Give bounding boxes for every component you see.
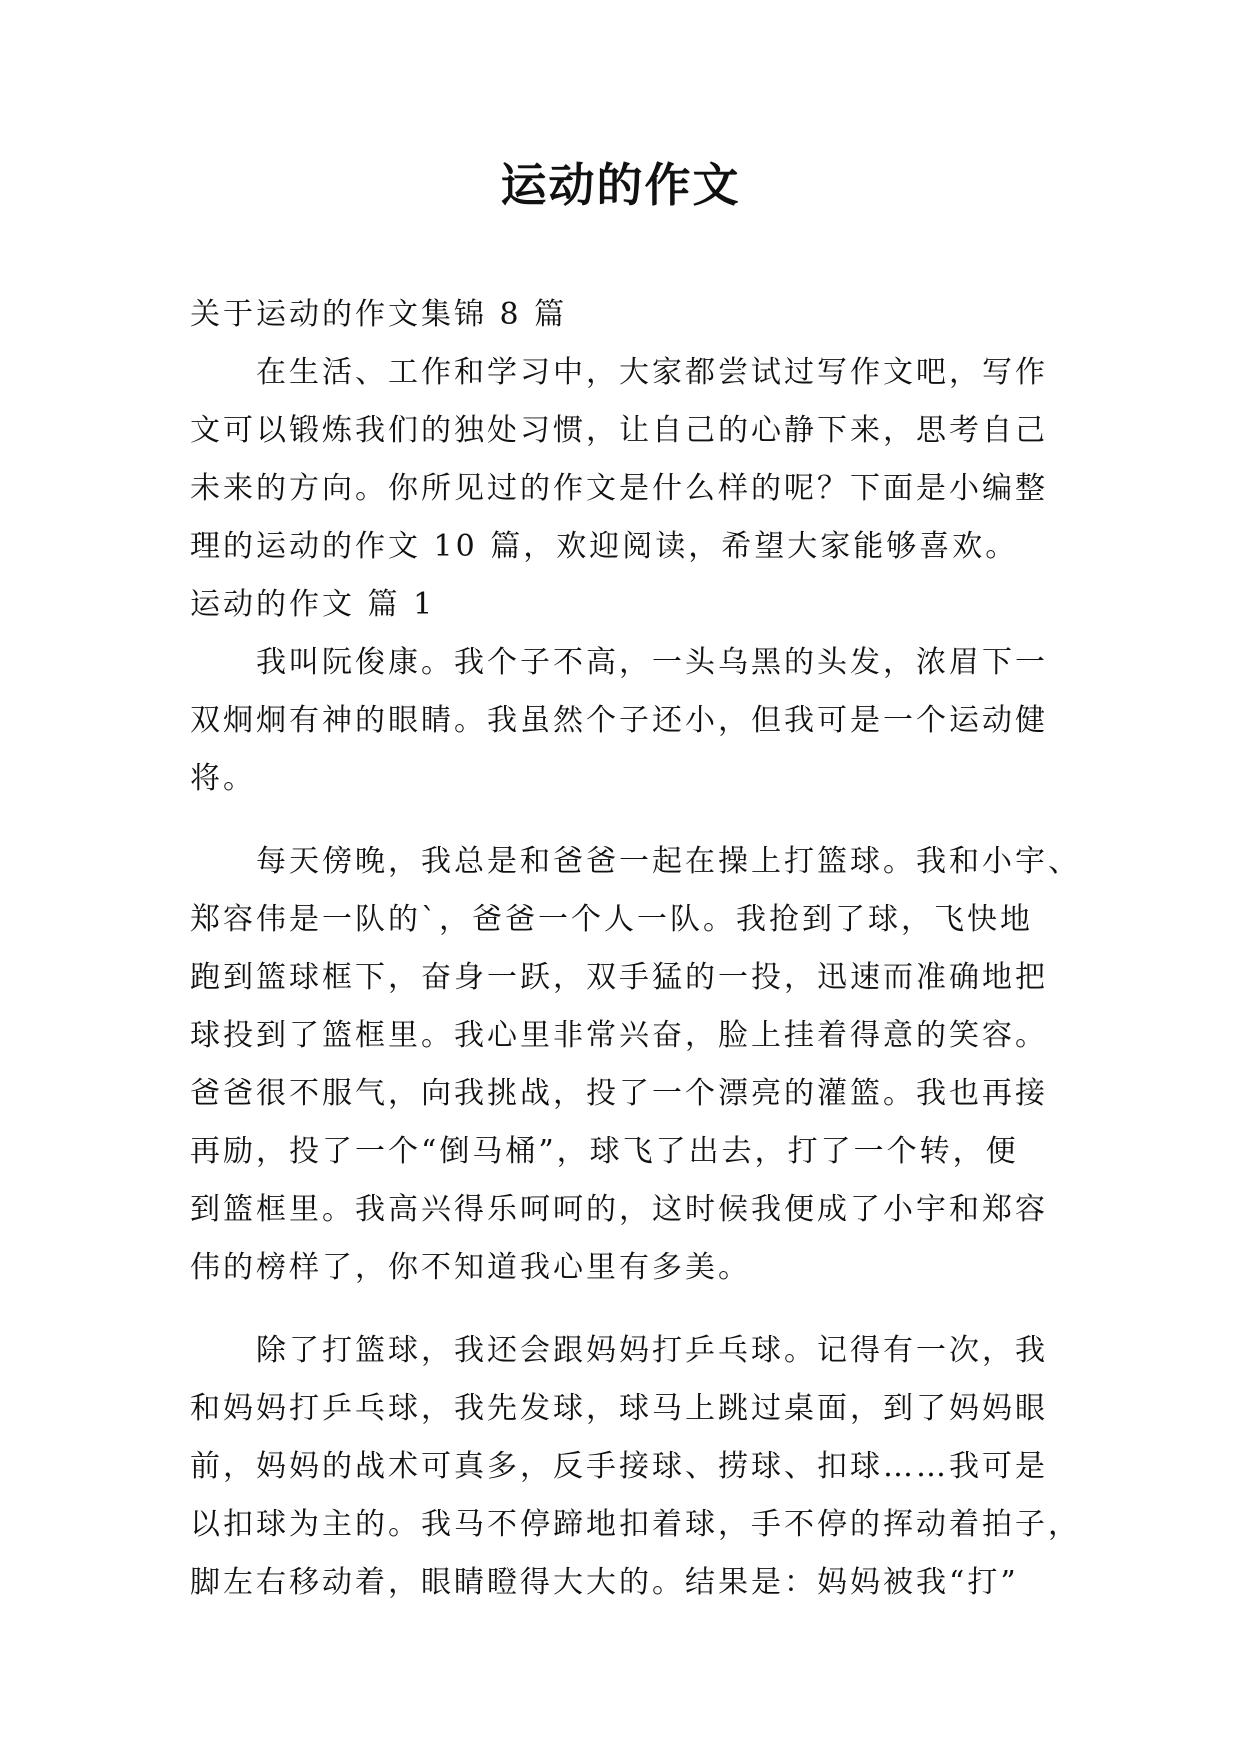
paragraph-line: 球投到了篮框里。我心里非常兴奋，脸上挂着得意的笑容。 <box>190 1018 1048 1053</box>
paragraph-2 <box>190 833 1081 1297</box>
document-subtitle: 关于运动的作文集锦 8 篇 <box>190 297 568 332</box>
paragraph-line: 到篮框里。我高兴得乐呵呵的，这时候我便成了小宇和郑容 <box>190 1192 1048 1227</box>
paragraph-line: 和妈妈打乒乓球，我先发球，球马上跳过桌面，到了妈妈眼 <box>190 1391 1048 1426</box>
paragraph-spacer <box>190 808 1055 833</box>
paragraph-line: 我叫阮俊康。我个子不高，一头乌黑的头发，浓眉下一 <box>256 645 1048 680</box>
paragraph-line: 将。 <box>190 761 256 796</box>
paragraph-line: 再励，投了一个“倒马桶”，球飞了出去，打了一个转，便 <box>190 1134 1019 1169</box>
paragraph-line: 以扣球为主的。我马不停蹄地扣着球，手不停的挥动着拍子， <box>190 1507 1081 1542</box>
paragraph-1 <box>190 634 1055 808</box>
intro-line: 文可以锻炼我们的独处习惯，让自己的心静下来，思考自己 <box>190 413 1048 448</box>
paragraph-spacer <box>190 1297 1055 1322</box>
paragraph-line: 郑容伟是一队的`，爸爸一个人一队。我抢到了球，飞快地 <box>190 902 1033 937</box>
intro-line: 在生活、工作和学习中，大家都尝试过写作文吧，写作 <box>256 355 1048 390</box>
paragraph-line: 前，妈妈的战术可真多，反手接球、捞球、扣球……我可是 <box>190 1449 1048 1484</box>
paragraph-line: 爸爸很不服气，向我挑战，投了一个漂亮的灌篮。我也再接 <box>190 1076 1048 1111</box>
document-body <box>190 286 1081 1612</box>
paragraph-line: 每天傍晚，我总是和爸爸一起在操上打篮球。我和小宇、 <box>256 844 1081 879</box>
paragraph-line: 跑到篮球框下，奋身一跃，双手猛的一投，迅速而准确地把 <box>190 960 1048 995</box>
paragraph-line: 脚左右移动着，眼睛瞪得大大的。结果是：妈妈被我“打” <box>190 1565 1019 1600</box>
section-heading: 运动的作文 篇 1 <box>190 587 436 622</box>
paragraph-line: 双炯炯有神的眼睛。我虽然个子还小，但我可是一个运动健 <box>190 703 1048 738</box>
intro-line: 未来的方向。你所见过的作文是什么样的呢？下面是小编整 <box>190 471 1048 506</box>
paragraph-line: 除了打篮球，我还会跟妈妈打乒乓球。记得有一次，我 <box>256 1333 1048 1368</box>
intro-line: 理的运动的作文 10 篇，欢迎阅读，希望大家能够喜欢。 <box>190 529 1019 564</box>
paragraph-3 <box>190 1322 1081 1612</box>
document-title: 运动的作文 <box>500 158 741 212</box>
intro-paragraph <box>190 344 1055 576</box>
paragraph-line: 伟的榜样了，你不知道我心里有多美。 <box>190 1250 751 1285</box>
